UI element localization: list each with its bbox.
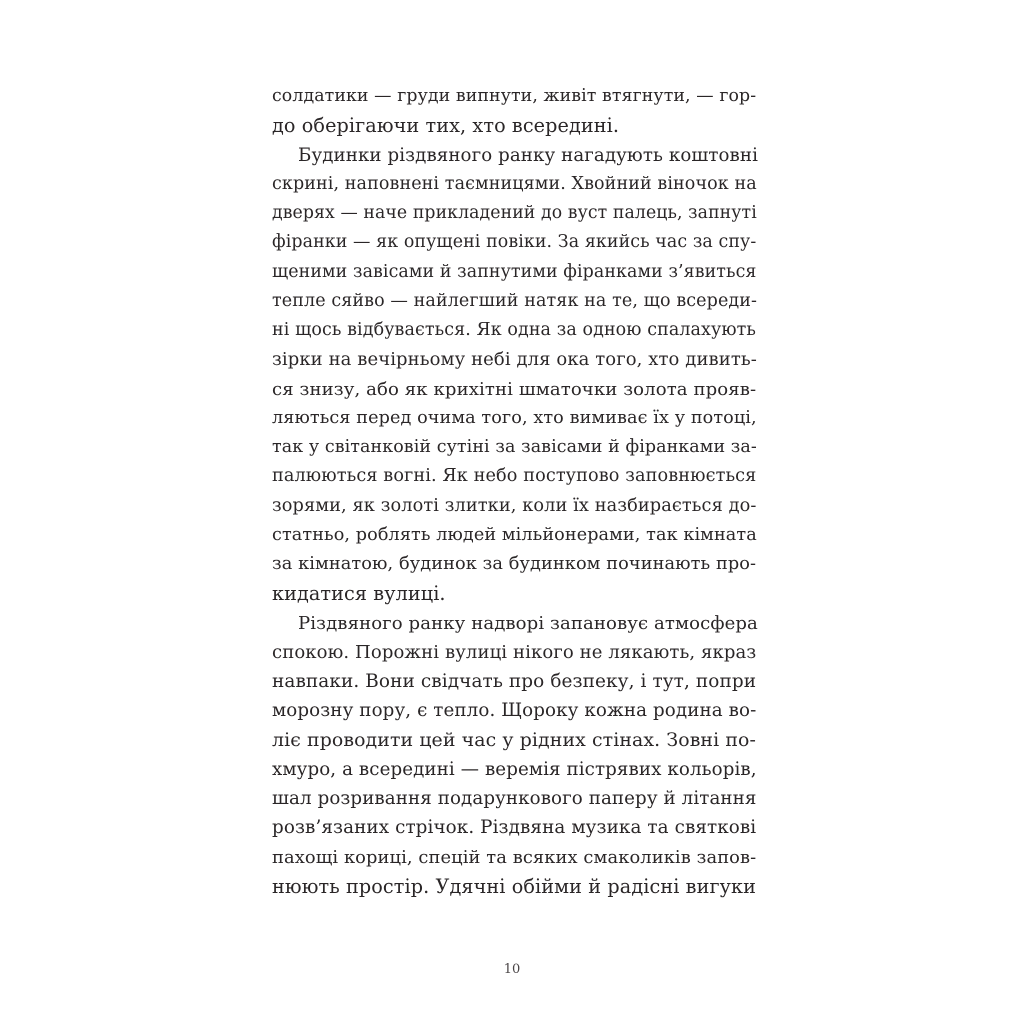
text-line: скрині, наповнені таємницями. Хвойний віночок на	[272, 173, 757, 194]
text-line: за кімнатою, будинок за будинком починають про-	[272, 554, 757, 574]
text-line: Будинки різдвяного ранку нагадують коштовні	[298, 144, 758, 166]
paragraph-2	[272, 141, 756, 609]
body-text	[272, 82, 756, 901]
text-line: кидатися вулиці.	[272, 582, 446, 606]
text-line: спокою. Порожні вулиці нікого не лякають, якраз	[272, 641, 757, 663]
page-number: 10	[503, 962, 521, 977]
text-line: ся знизу, або як крихітні шматочки золота прояв-	[272, 378, 757, 400]
text-line: фіранки — як опущені повіки. За якийсь час за спу-	[272, 232, 757, 253]
text-line: палюються вогні. Як небо поступово заповнюється	[272, 466, 757, 487]
text-line: ні щось відбувається. Як одна за одною спалахують	[272, 320, 756, 340]
text-line: розв’язаних стрічок. Різдвяна музика та святкові	[272, 817, 757, 839]
text-line: щеними завісами й запнутими фіранками з’явиться	[272, 261, 757, 282]
text-line: так у світанковій сутіні за завісами й фіранками за-	[272, 437, 757, 457]
text-line: морозну пору, є тепло. Щороку кожна родина во-	[272, 700, 757, 722]
text-line: навпаки. Вони свідчать про безпеку, і тут, попри	[272, 671, 757, 692]
text-line: зірки на вечірньому небі для ока того, хто дивить-	[272, 349, 757, 371]
text-line: дверях — наче прикладений до вуст палець, запнуті	[272, 203, 757, 223]
paragraph-1	[272, 82, 756, 141]
text-line: статньо, роблять людей мільйонерами, так кімната	[272, 524, 757, 545]
text-line: солдатики — груди випнути, живіт втягнути, — гор-	[272, 86, 757, 106]
text-line: ліє проводити цей час у рідних стінах. Зовні по-	[272, 728, 756, 751]
paragraph-3	[272, 609, 756, 902]
text-line: пахощі кориці, спецій та всяких смаколиків запов-	[272, 846, 757, 868]
text-line: шал розривання подарункового паперу й літання	[272, 788, 757, 809]
text-line: нюють простір. Удячні обійми й радісні вигуки	[272, 874, 756, 898]
text-line: зорями, як золоті злитки, коли їх назбирається до-	[272, 495, 757, 516]
text-line: тепле сяйво — найлегший натяк на те, що всереди-	[272, 290, 758, 311]
text-line: хмуро, а всередині — веремія пістрявих кольорів,	[272, 758, 757, 780]
text-line: Різдвяного ранку надворі запановує атмосфера	[298, 612, 758, 634]
text-line: до оберігаючи тих, хто всередині.	[272, 114, 620, 138]
text-line: ляються перед очима того, хто вимиває їх у потоці,	[272, 407, 757, 428]
